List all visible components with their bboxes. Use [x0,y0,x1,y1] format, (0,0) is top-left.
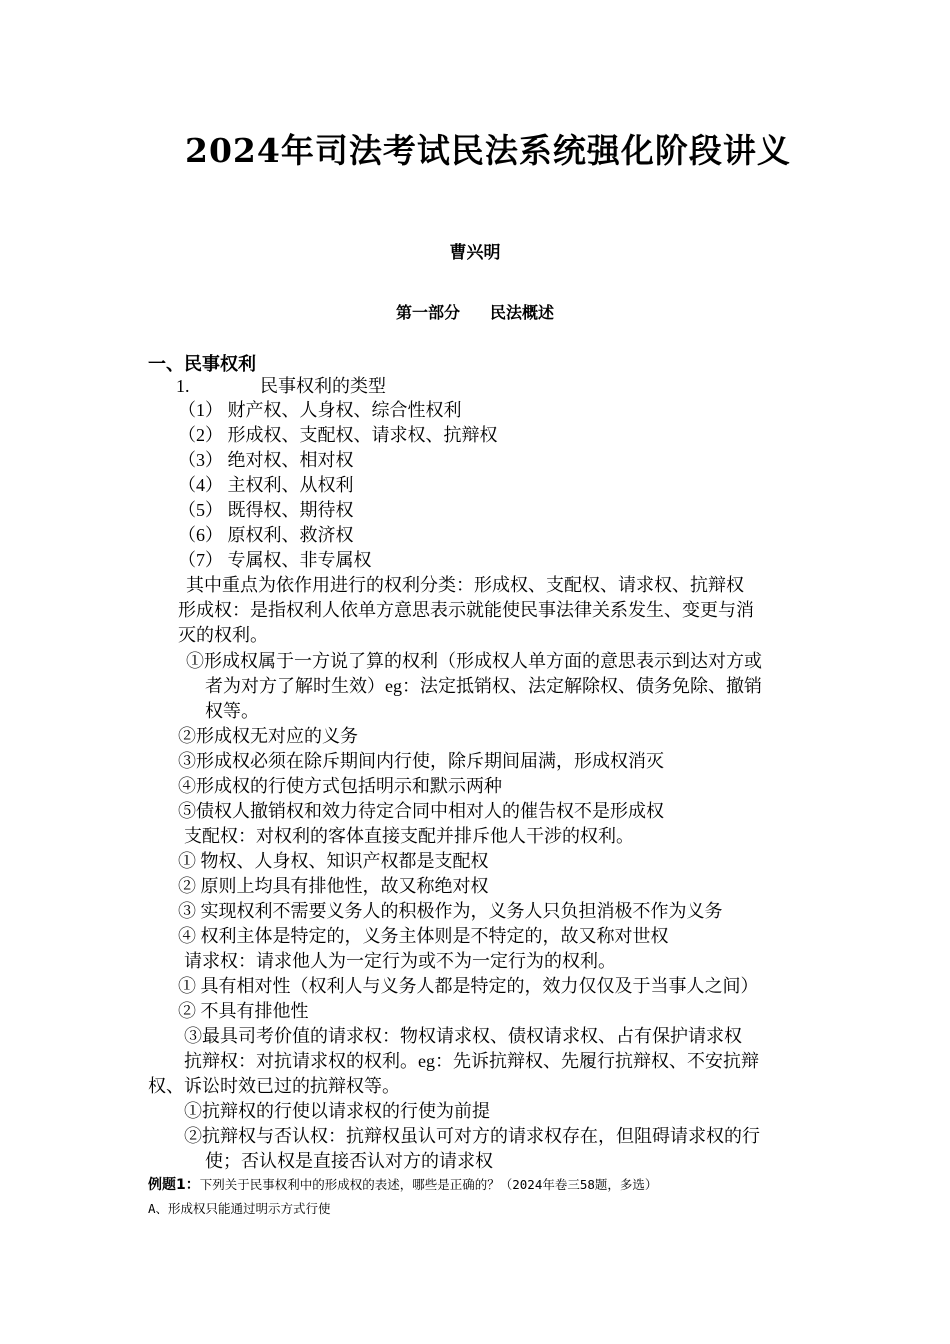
focus-paragraph: 其中重点为依作用进行的权利分类：形成权、支配权、请求权、抗辩权 [186,575,744,595]
defense-item-1: ①抗辩权的行使以请求权的行使为前提 [184,1101,490,1121]
defense-definition-cont: 权、诉讼时效已过的抗辩权等。 [148,1076,400,1096]
domination-item-4: ④ 权利主体是特定的，义务主体则是不特定的，故又称对世权 [178,926,669,946]
formation-definition-cont: 灭的权利。 [178,625,268,645]
formation-item-3: ③形成权必须在除斥期间内行使，除斥期间届满，形成权消灭 [178,751,664,771]
type-item-5: （5） 既得权、期待权 [178,500,354,520]
defense-item-2: ②抗辩权与否认权：抗辩权虽认可对方的请求权存在，但阻碍请求权的行 [184,1126,760,1146]
defense-definition: 抗辩权：对抗请求权的权利。eg：先诉抗辩权、先履行抗辩权、不安抗辩 [184,1051,759,1071]
author-name: 曹兴明 [449,243,501,263]
domination-definition: 支配权：对权利的客体直接支配并排斥他人干涉的权利。 [184,826,634,846]
type-item-3: （3） 绝对权、相对权 [178,450,354,470]
defense-item-2-cont: 使；否认权是直接否认对方的请求权 [205,1151,493,1171]
example-label: 例题1： [148,1177,200,1193]
domination-item-1: ① 物权、人身权、知识产权都是支配权 [178,851,489,871]
domination-item-2: ② 原则上均具有排他性，故又称绝对权 [178,876,489,896]
example-option-a: A、形成权只能通过明示方式行使 [148,1201,331,1216]
formation-item-1-cont: 者为对方了解时生效）eg：法定抵销权、法定解除权、债务免除、撤销 [205,676,762,696]
formation-item-4: ④形成权的行使方式包括明示和默示两种 [178,776,502,796]
type-item-7: （7） 专属权、非专属权 [178,550,372,570]
example-question-line [148,1176,657,1194]
document-title: 2024年司法考试民法系统强化阶段讲义 [185,131,791,170]
type-item-2: （2） 形成权、支配权、请求权、抗辩权 [178,425,498,445]
part-name: 民法概述 [490,303,555,322]
type-item-1: （1） 财产权、人身权、综合性权利 [178,400,462,420]
subheading-number: 1. [176,376,190,396]
formation-item-1-cont2: 权等。 [205,701,259,721]
claim-item-2: ② 不具有排他性 [178,1001,309,1021]
example-question: 下列关于民事权利中的形成权的表述，哪些是正确的？（2024年卷三58题，多选） [199,1177,658,1192]
formation-item-5: ⑤债权人撤销权和效力待定合同中相对人的催告权不是形成权 [178,801,664,821]
type-item-6: （6） 原权利、救济权 [178,525,354,545]
claim-item-1: ① 具有相对性（权利人与义务人都是特定的，效力仅仅及于当事人之间） [178,976,759,996]
domination-item-3: ③ 实现权利不需要义务人的积极作为，义务人只负担消极不作为义务 [178,901,723,921]
part-label: 第一部分 [395,303,460,322]
claim-definition: 请求权：请求他人为一定行为或不为一定行为的权利。 [184,951,616,971]
section-heading: 一、民事权利 [148,354,256,375]
type-item-4: （4） 主权利、从权利 [178,475,354,495]
formation-item-2: ②形成权无对应的义务 [178,726,358,746]
formation-item-1: ①形成权属于一方说了算的权利（形成权人单方面的意思表示到达对方或 [186,651,762,671]
part-heading [0,300,950,323]
formation-definition: 形成权：是指权利人依单方意思表示就能使民事法律关系发生、变更与消 [178,600,754,620]
claim-item-3: ③最具司考价值的请求权：物权请求权、债权请求权、占有保护请求权 [184,1026,742,1046]
subheading-text: 民事权利的类型 [260,376,386,396]
